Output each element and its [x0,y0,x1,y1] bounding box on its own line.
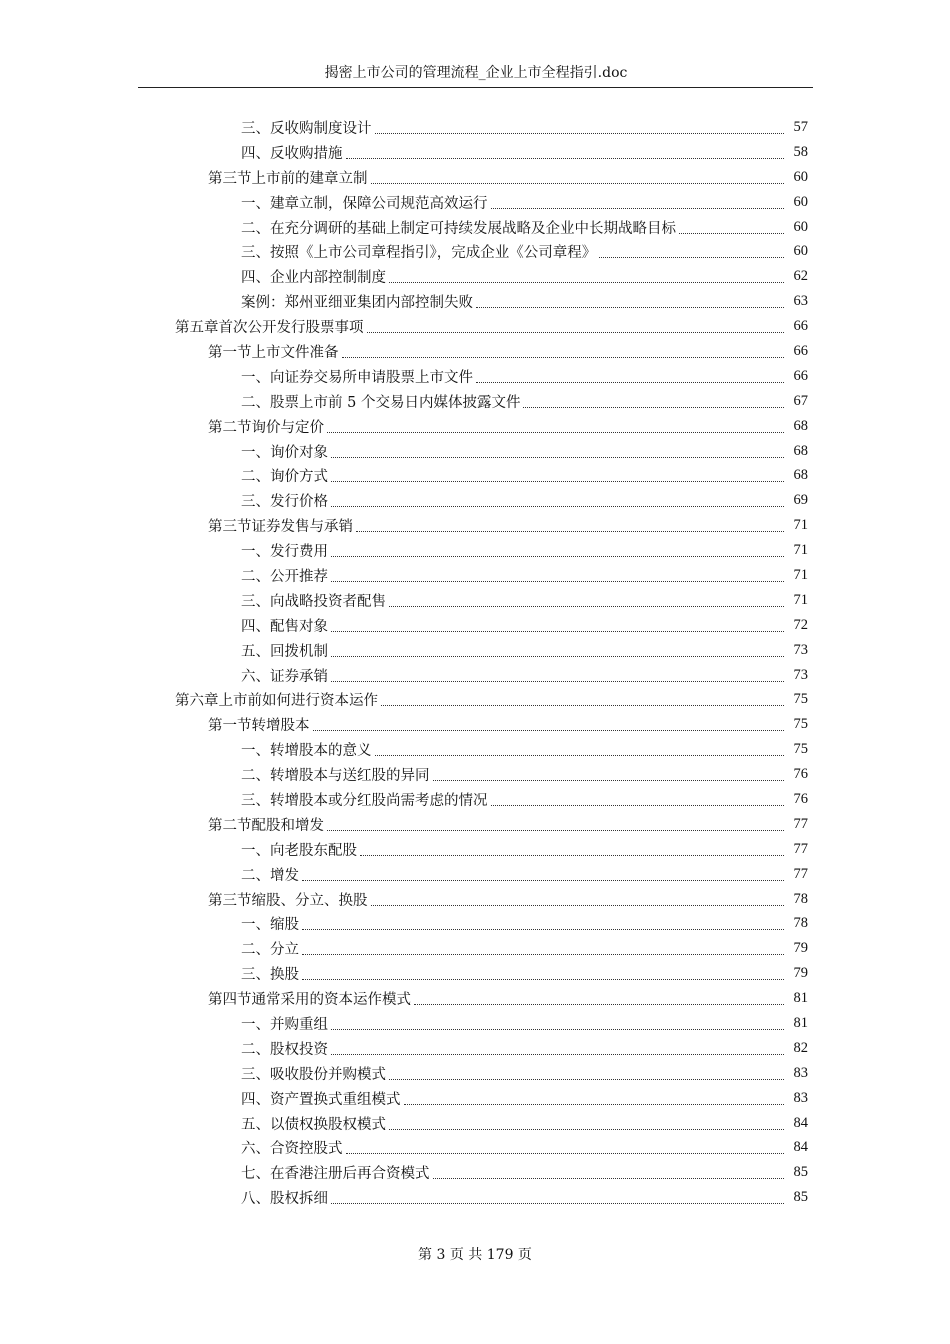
toc-subsection-entry[interactable] [0,787,950,812]
toc-entry-page-number: 66 [793,318,808,335]
toc-dot-leader [523,407,784,408]
toc-entry-page-number: 84 [793,1114,808,1131]
toc-entry-page-number: 75 [793,716,808,733]
toc-entry-page-number: 85 [793,1189,808,1206]
toc-subsection-entry[interactable] [0,613,950,638]
toc-dot-leader [371,905,785,906]
toc-dot-leader [433,780,785,781]
toc-entry-title: 第二节配股和增发 [208,817,324,834]
toc-entry-page-number: 66 [793,367,808,384]
toc-entry-page-number: 71 [793,517,808,534]
toc-subsection-entry[interactable] [0,115,950,140]
toc-subsection-entry[interactable] [0,1185,950,1210]
toc-entry-page-number: 62 [793,268,808,285]
toc-entry-page-number: 68 [793,417,808,434]
toc-dot-leader [346,1153,785,1154]
toc-entry-title: 八、股权拆细 [241,1191,328,1208]
toc-subsection-entry[interactable] [0,538,950,563]
toc-section-entry[interactable] [0,712,950,737]
toc-dot-leader [356,531,784,532]
toc-dot-leader [404,1104,785,1105]
toc-dot-leader [302,929,784,930]
toc-entry-title: 六、证券承销 [241,668,328,685]
toc-entry-page-number: 77 [793,840,808,857]
toc-entry-title: 一、向老股东配股 [241,842,357,859]
toc-entry-title: 四、资产置换式重组模式 [241,1091,401,1108]
toc-dot-leader [360,855,784,856]
toc-entry-title: 二、增发 [241,867,299,884]
toc-subsection-entry[interactable] [0,463,950,488]
toc-entry-page-number: 77 [793,865,808,882]
toc-dot-leader [491,208,785,209]
toc-entry-title: 一、询价对象 [241,444,328,461]
toc-subsection-entry[interactable] [0,1136,950,1161]
toc-entry-page-number: 82 [793,1039,808,1056]
toc-subsection-entry[interactable] [0,1011,950,1036]
toc-dot-leader [331,681,784,682]
toc-entry-page-number: 71 [793,542,808,559]
toc-dot-leader [302,954,784,955]
toc-entry-title: 一、并购重组 [241,1017,328,1033]
toc-subsection-entry[interactable] [0,439,950,464]
toc-subsection-entry[interactable] [0,289,950,314]
toc-entry-title: 二、在充分调研的基础上制定可持续发展战略及企业中长期战略目标 [241,220,676,237]
toc-entry-title: 三、反收购制度设计 [241,120,372,137]
toc-dot-leader [331,1203,784,1204]
toc-entry-title: 案例：郑州亚细亚集团内部控制失败 [241,295,473,312]
toc-entry-page-number: 76 [793,790,808,807]
toc-dot-leader [331,481,784,482]
toc-entry-title: 第四节通常采用的资本运作模式 [208,992,411,1009]
toc-entry-title: 第五章首次公开发行股票事项 [175,320,364,337]
toc-dot-leader [476,307,784,308]
toc-entry-title: 七、在香港注册后再合资模式 [241,1166,430,1183]
toc-entry-title: 三、向战略投资者配售 [241,593,386,610]
toc-entry-title: 一、发行费用 [241,544,328,561]
toc-dot-leader [367,332,785,333]
toc-entry-page-number: 76 [793,766,808,783]
toc-entry-title: 六、合资控股式 [241,1141,343,1158]
toc-entry-title: 一、建章立制，保障公司规范高效运行 [241,195,488,212]
toc-subsection-entry[interactable] [0,737,950,762]
toc-entry-title: 第六章上市前如何进行资本运作 [175,693,378,710]
toc-entry-page-number: 83 [793,1064,808,1081]
toc-subsection-entry[interactable] [0,190,950,215]
toc-dot-leader [476,382,784,383]
toc-entry-title: 三、转增股本或分红股尚需考虑的情况 [241,792,488,809]
toc-entry-title: 二、股权投资 [241,1041,328,1058]
toc-entry-page-number: 60 [793,168,808,185]
toc-subsection-entry[interactable] [0,588,950,613]
toc-dot-leader [331,656,784,657]
toc-chapter-entry[interactable] [0,687,950,712]
toc-entry-title: 一、缩股 [241,917,299,934]
toc-dot-leader [389,1079,784,1080]
toc-entry-title: 一、转增股本的意义 [241,743,372,760]
toc-dot-leader [414,1004,784,1005]
toc-subsection-entry[interactable] [0,239,950,264]
toc-entry-page-number: 60 [793,193,808,210]
toc-entry-page-number: 81 [793,990,808,1007]
toc-dot-leader [327,432,784,433]
toc-section-entry[interactable] [0,812,950,837]
toc-subsection-entry[interactable] [0,1111,950,1136]
toc-dot-leader [371,183,785,184]
toc-entry-page-number: 68 [793,442,808,459]
toc-dot-leader [346,158,785,159]
toc-entry-page-number: 69 [793,492,808,509]
toc-subsection-entry[interactable] [0,215,950,240]
toc-entry-page-number: 83 [793,1089,808,1106]
toc-dot-leader [381,705,784,706]
toc-entry-page-number: 67 [793,392,808,409]
toc-subsection-entry[interactable] [0,488,950,513]
toc-chapter-entry[interactable] [0,314,950,339]
toc-section-entry[interactable] [0,986,950,1011]
toc-dot-leader [331,506,784,507]
toc-dot-leader [331,1029,784,1030]
toc-entry-page-number: 84 [793,1139,808,1156]
toc-entry-page-number: 77 [793,815,808,832]
toc-dot-leader [389,282,784,283]
toc-dot-leader [331,556,784,557]
toc-entry-page-number: 79 [793,940,808,957]
toc-subsection-entry[interactable] [0,1036,950,1061]
toc-subsection-entry[interactable] [0,762,950,787]
toc-subsection-entry[interactable] [0,1061,950,1086]
toc-entry-title: 二、分立 [241,942,299,959]
toc-entry-title: 四、反收购措施 [241,145,343,162]
toc-entry-page-number: 60 [793,243,808,260]
toc-dot-leader [313,730,785,731]
toc-dot-leader [679,233,784,234]
toc-entry-title: 第二节询价与定价 [208,419,324,436]
toc-entry-page-number: 72 [793,616,808,633]
toc-entry-page-number: 73 [793,666,808,683]
toc-section-entry[interactable] [0,887,950,912]
toc-entry-page-number: 73 [793,641,808,658]
toc-entry-title: 第三节缩股、分立、换股 [208,892,368,909]
page-footer: 第 3 页 共 179 页 [418,1247,532,1263]
toc-subsection-entry[interactable] [0,961,950,986]
toc-entry-title: 二、公开推荐 [241,568,328,585]
toc-dot-leader [599,257,784,258]
toc-subsection-entry[interactable] [0,837,950,862]
toc-entry-title: 第一节上市文件准备 [208,344,339,361]
toc-entry-page-number: 71 [793,591,808,608]
toc-entry-title: 五、以债权换股权模式 [241,1116,386,1133]
toc-entry-page-number: 75 [793,741,808,758]
toc-dot-leader [491,805,785,806]
toc-dot-leader [331,457,784,458]
toc-entry-page-number: 79 [793,965,808,982]
header-divider [138,87,813,88]
toc-dot-leader [302,880,784,881]
toc-entry-title: 四、配售对象 [241,618,328,635]
toc-subsection-entry[interactable] [0,912,950,937]
toc-entry-page-number: 58 [793,143,808,160]
toc-entry-title: 三、换股 [241,967,299,984]
toc-entry-page-number: 85 [793,1164,808,1181]
toc-section-entry[interactable] [0,414,950,439]
toc-entry-title: 五、回拨机制 [241,643,328,660]
toc-subsection-entry[interactable] [0,563,950,588]
toc-dot-leader [302,979,784,980]
toc-subsection-entry[interactable] [0,638,950,663]
toc-subsection-entry[interactable] [0,389,950,414]
toc-dot-leader [327,830,784,831]
toc-entry-title: 第三节上市前的建章立制 [208,170,368,187]
toc-entry-page-number: 57 [793,118,808,135]
toc-entry-page-number: 78 [793,915,808,932]
toc-subsection-entry[interactable] [0,862,950,887]
toc-dot-leader [331,581,784,582]
toc-entry-title: 第一节转增股本 [208,718,310,735]
toc-subsection-entry[interactable] [0,264,950,289]
toc-entry-title: 三、发行价格 [241,494,328,511]
toc-entry-page-number: 66 [793,342,808,359]
toc-subsection-entry[interactable] [0,1086,950,1111]
toc-subsection-entry[interactable] [0,936,950,961]
toc-entry-page-number: 75 [793,691,808,708]
toc-dot-leader [342,357,785,358]
toc-entry-page-number: 60 [793,218,808,235]
toc-subsection-entry[interactable] [0,364,950,389]
toc-entry-title: 一、向证券交易所申请股票上市文件 [241,369,473,386]
toc-dot-leader [389,606,784,607]
toc-subsection-entry[interactable] [0,663,950,688]
toc-entry-title: 二、转增股本与送红股的异同 [241,768,430,785]
toc-entry-title: 三、吸收股份并购模式 [241,1066,386,1083]
toc-section-entry[interactable] [0,339,950,364]
toc-entry-title: 四、企业内部控制制度 [241,270,386,287]
toc-section-entry[interactable] [0,165,950,190]
toc-entry-page-number: 63 [793,293,808,310]
toc-dot-leader [375,755,785,756]
toc-entry-page-number: 68 [793,467,808,484]
toc-dot-leader [331,631,784,632]
toc-dot-leader [375,133,785,134]
toc-entry-title: 第三节证券发售与承销 [208,519,353,536]
toc-entry-page-number: 71 [793,566,808,583]
toc-dot-leader [331,1054,784,1055]
toc-subsection-entry[interactable] [0,140,950,165]
toc-entry-title: 二、询价方式 [241,469,328,486]
toc-entry-page-number: 81 [793,1015,808,1031]
toc-section-entry[interactable] [0,513,950,538]
table-of-contents [0,115,950,1210]
toc-entry-page-number: 78 [793,890,808,907]
toc-entry-title: 三、按照《上市公司章程指引》，完成企业《公司章程》 [241,245,597,262]
toc-subsection-entry[interactable] [0,1160,950,1185]
toc-dot-leader [389,1129,784,1130]
toc-entry-title: 二、股票上市前 5 个交易日内媒体披露文件 [241,394,521,411]
toc-dot-leader [433,1178,785,1179]
page-header: 揭密上市公司的管理流程_企业上市全程指引.doc [324,65,628,81]
